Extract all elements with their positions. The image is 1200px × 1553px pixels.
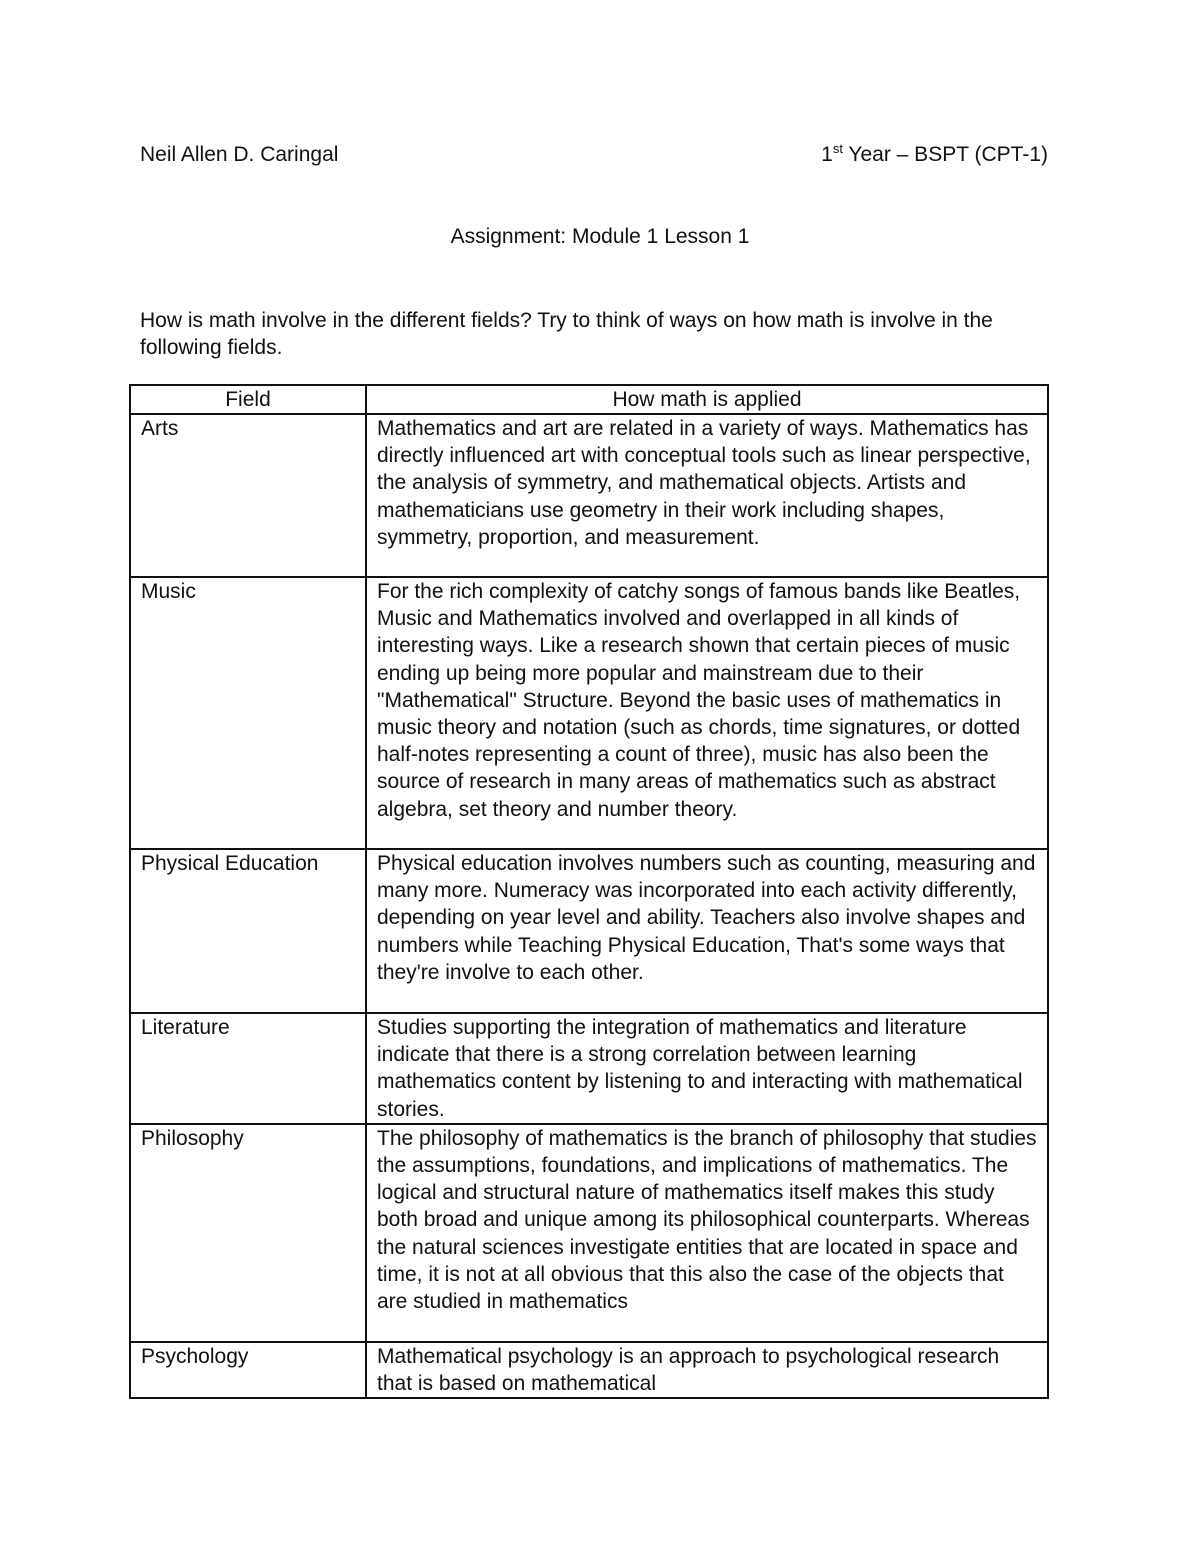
- column-header-application: How math is applied: [366, 385, 1048, 414]
- year-rest: Year – BSPT (CPT-1): [842, 143, 1048, 166]
- fields-table: [129, 384, 1049, 1399]
- application-cell: For the rich complexity of catchy songs of famous bands like Beatles, Music and Mathematics involved and overlapped in all kinds of interesting ways. Like a research shown that certain pieces of music ending up being more popular and mainstream due to their "Mathematical" Structure. Beyond the basic uses of mathematics in music theory and notation (such as chords, time signatures, or dotted half-notes representing a count of three), music has also been the source of research in many areas of mathematics such as abstract algebra, set theory and number theory.: [366, 577, 1048, 849]
- field-cell: Literature: [130, 1013, 366, 1124]
- year-number: 1: [821, 143, 833, 166]
- application-cell: The philosophy of mathematics is the branch of philosophy that studies the assumptions, foundations, and implications of mathematics. The logical and structural nature of mathematics itself makes this study both broad and unique among its philosophical counterparts. Whereas the natural sciences investigate entities that are located in space and time, it is not at all obvious that this also the case of the objects that are studied in mathematics: [366, 1124, 1048, 1342]
- application-cell: Mathematical psychology is an approach to psychological research that is based on mathematical: [366, 1342, 1048, 1398]
- assignment-title: Assignment: Module 1 Lesson 1: [450, 225, 750, 248]
- year-superscript: st: [832, 141, 843, 156]
- assignment-prompt: How is math involve in the different fields? Try to think of ways on how math is involve in the following fields.: [140, 309, 993, 359]
- table-row: [130, 849, 1048, 1013]
- table-row: [130, 1013, 1048, 1124]
- application-cell: Studies supporting the integration of mathematics and literature indicate that there is a strong correlation between learning mathematics content by listening to and interacting with mathematical stories.: [366, 1013, 1048, 1124]
- table-header-row: [130, 385, 1048, 414]
- column-header-field: Field: [130, 385, 366, 414]
- application-cell: Mathematics and art are related in a variety of ways. Mathematics has directly influenced art with conceptual tools such as linear perspective, the analysis of symmetry, and mathematical objects. Artists and mathematicians use geometry in their work including shapes, symmetry, proportion, and measurement.: [366, 414, 1048, 577]
- year-and-section: [821, 143, 1048, 167]
- field-cell: Music: [130, 577, 366, 849]
- field-cell: Psychology: [130, 1342, 366, 1398]
- table-row: [130, 1124, 1048, 1342]
- field-cell: Arts: [130, 414, 366, 577]
- table-row: [130, 414, 1048, 577]
- table-row: [130, 1342, 1048, 1398]
- table-row: [130, 577, 1048, 849]
- student-name: Neil Allen D. Caringal: [140, 143, 339, 166]
- application-cell: Physical education involves numbers such as counting, measuring and many more. Numeracy was incorporated into each activity differently, depending on year level and ability. Teachers also involve shapes and numbers while Teaching Physical Education, That's some ways that they're involve to each other.: [366, 849, 1048, 1013]
- field-cell: Physical Education: [130, 849, 366, 1013]
- field-cell: Philosophy: [130, 1124, 366, 1342]
